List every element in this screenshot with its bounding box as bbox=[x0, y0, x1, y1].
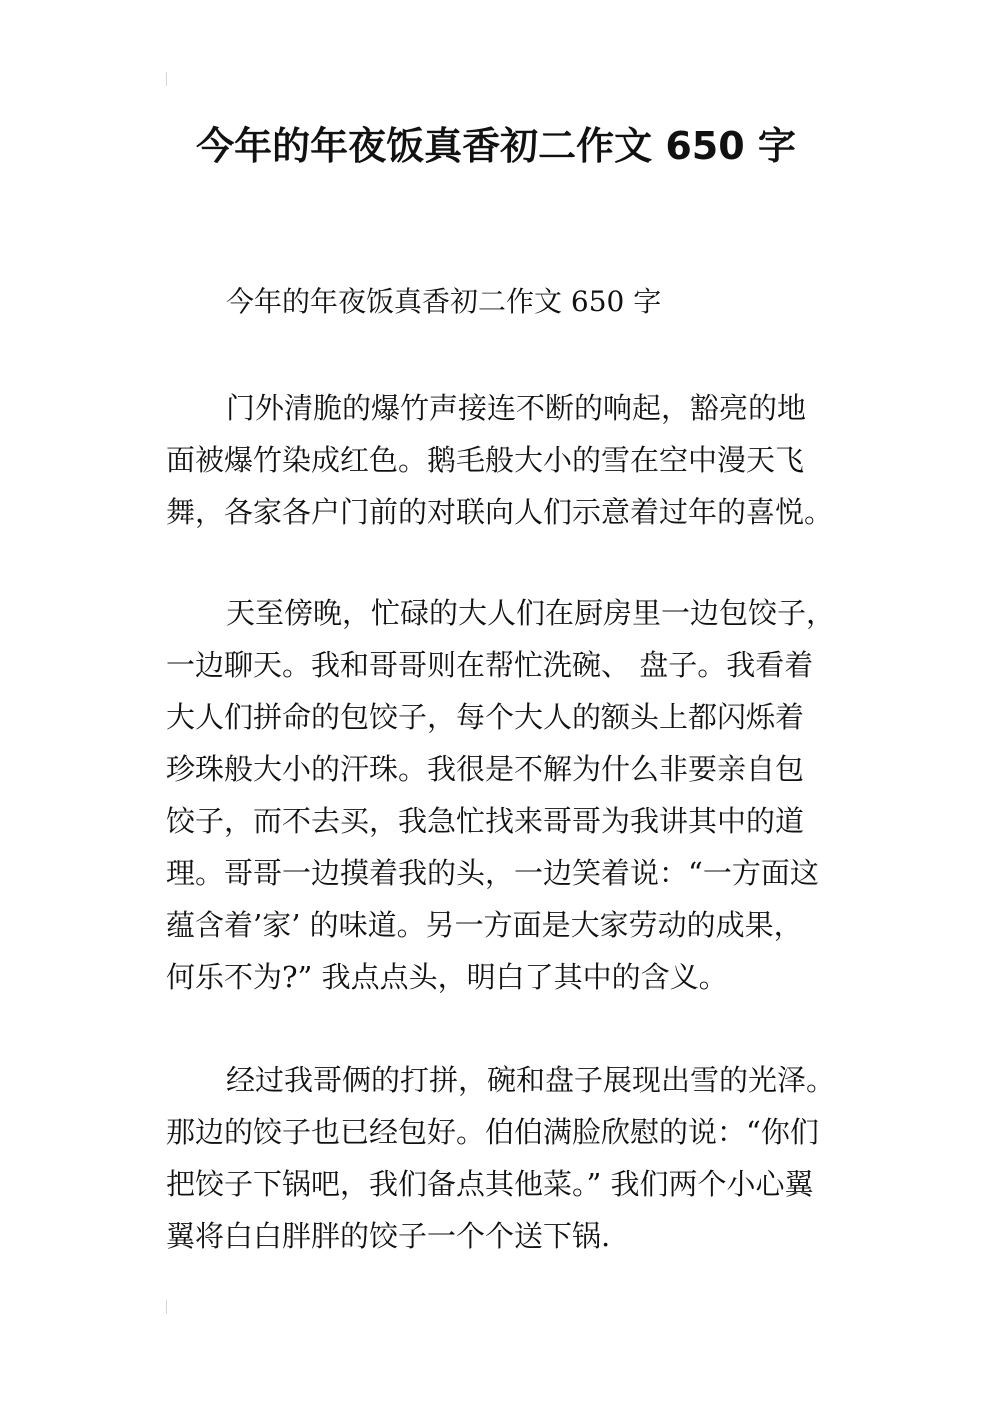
paragraph-line: 那边的饺子也已经包好。伯伯满脸欣慰的说：“你们 bbox=[166, 1115, 819, 1149]
paragraph-line: 珍珠般大小的汗珠。我很是不解为什么非要亲自包 bbox=[166, 752, 805, 786]
paragraph-line: 大人们拼命的包饺子，每个大人的额头上都闪烁着 bbox=[166, 700, 805, 734]
paragraph-line: 一边聊天。我和哥哥则在帮忙洗碗、 盘子。我看着 bbox=[166, 648, 814, 682]
paragraph-line: 门外清脆的爆竹声接连不断的响起，豁亮的地 bbox=[226, 391, 807, 425]
paragraph-line: 蕴含着’家’ 的味道。另一方面是大家劳动的成果， bbox=[166, 908, 803, 942]
paragraph-line: 翼将白白胖胖的饺子一个个送下锅. bbox=[166, 1219, 611, 1253]
paragraph-3 bbox=[166, 1054, 846, 1262]
paragraph-2 bbox=[166, 587, 846, 1003]
document-subtitle: 今年的年夜饭真香初二作文 650 字 bbox=[226, 285, 662, 318]
page-margin-mark-top bbox=[166, 72, 167, 86]
paragraph-line: 把饺子下锅吧，我们备点其他菜。” 我们两个小心翼 bbox=[166, 1167, 814, 1201]
paragraph-line: 舞，各家各户门前的对联向人们示意着过年的喜悦。 bbox=[166, 495, 834, 529]
paragraph-line: 天至傍晚，忙碌的大人们在厨房里一边包饺子， bbox=[226, 596, 836, 630]
document-title: 今年的年夜饭真香初二作文 650 字 bbox=[196, 124, 796, 168]
paragraph-line: 理。哥哥一边摸着我的头，一边笑着说：“一方面这 bbox=[166, 856, 819, 890]
paragraph-line: 经过我哥俩的打拼，碗和盘子展现出雪的光泽。 bbox=[226, 1063, 836, 1097]
paragraph-line: 饺子，而不去买，我急忙找来哥哥为我讲其中的道 bbox=[166, 804, 805, 838]
paragraph-line: 面被爆竹染成红色。鹅毛般大小的雪在空中漫天飞 bbox=[166, 443, 805, 477]
page-margin-mark-bottom bbox=[166, 1300, 167, 1314]
paragraph-1 bbox=[166, 382, 846, 538]
paragraph-line: 何乐不为?” 我点点头，明白了其中的含义。 bbox=[166, 960, 728, 994]
